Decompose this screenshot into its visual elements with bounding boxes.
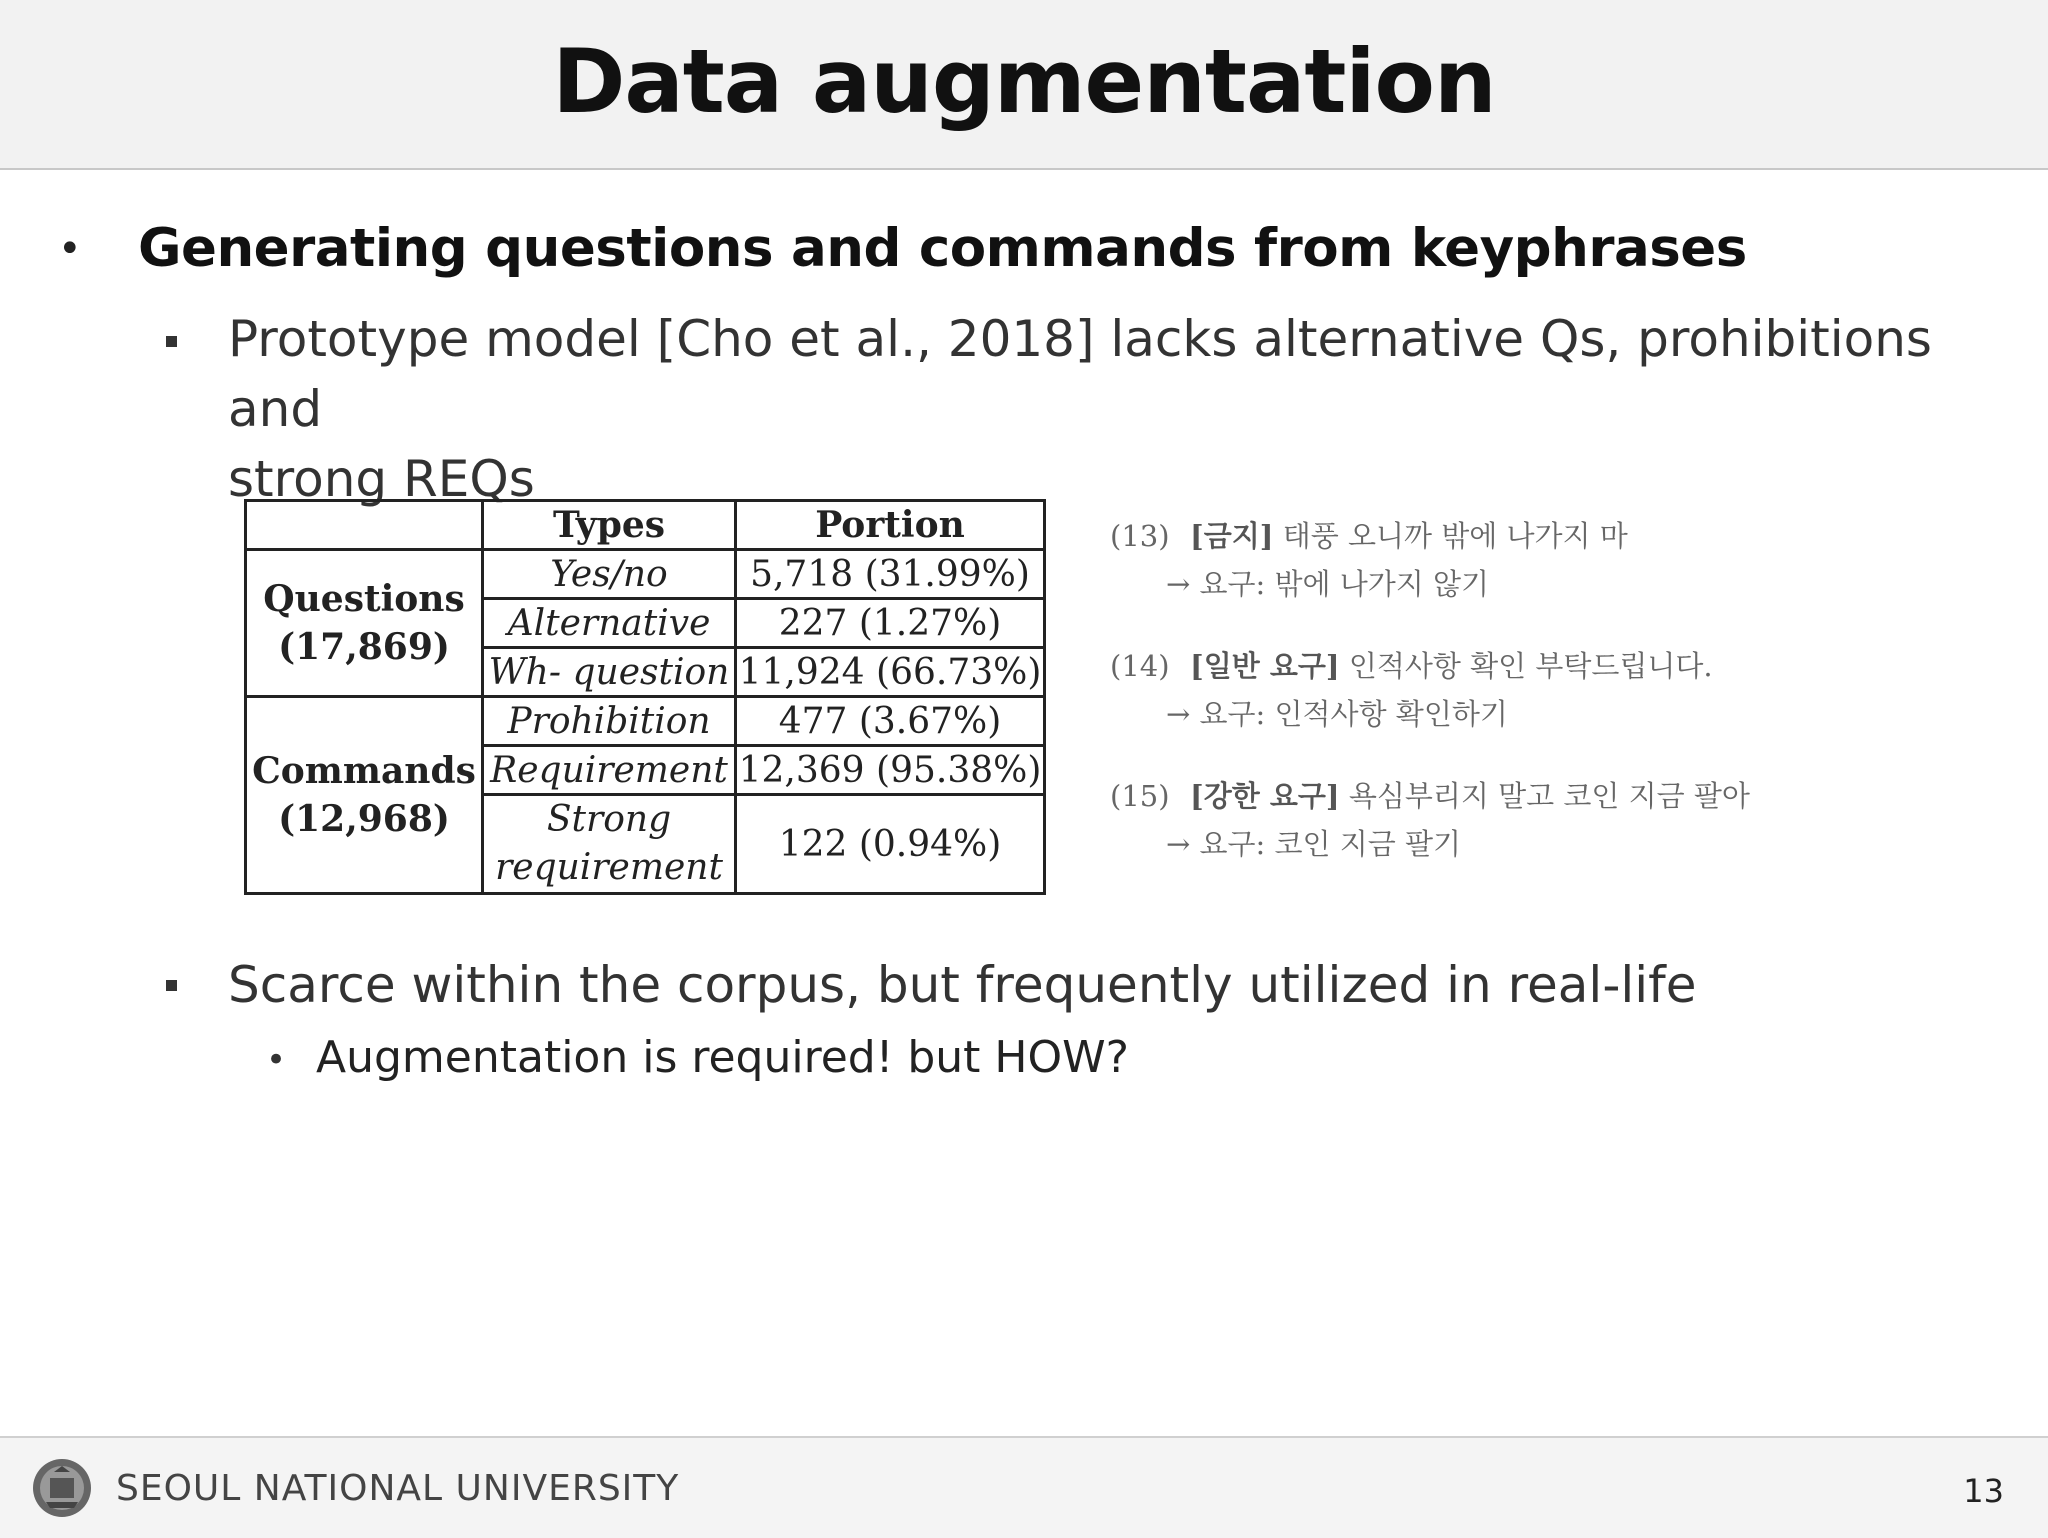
example-answer: → 요구: 코인 지금 팔기: [1166, 827, 1462, 861]
type-cell: [483, 795, 736, 894]
example-number: (14): [1110, 649, 1170, 683]
example-text: 태풍 오니까 밖에 나가지 마: [1282, 519, 1628, 553]
example-item: [1110, 772, 1750, 868]
portion-cell: 477 (3.67%): [736, 697, 1045, 746]
table-row: [246, 550, 1045, 599]
portion-cell: 11,924 (66.73%): [736, 648, 1045, 697]
main-bullet: Generating questions and commands from keyphrases: [138, 218, 1747, 279]
example-item: [1110, 512, 1750, 608]
questions-label: Questions: [263, 578, 465, 620]
table-row: [246, 697, 1045, 746]
table-header-row: [246, 501, 1045, 550]
type-cell: Requirement: [483, 746, 736, 795]
commands-label: Commands: [252, 750, 476, 792]
table-header-portion: Portion: [736, 501, 1045, 550]
example-answer: → 요구: 인적사항 확인하기: [1166, 697, 1508, 731]
university-emblem-icon: [30, 1456, 94, 1520]
sub-sub-bullet: Augmentation is required! but HOW?: [316, 1032, 1129, 1083]
example-number: (15): [1110, 779, 1170, 813]
example-answer: → 요구: 밖에 나가지 않기: [1166, 567, 1490, 601]
table-header-empty: [246, 501, 483, 550]
square-bullet-icon: [166, 980, 177, 991]
sub-bullet-scarce: Scarce within the corpus, but frequently utilized in real-life: [228, 956, 1697, 1014]
type-line2: requirement: [495, 847, 723, 888]
example-text: 욕심부리지 말고 코인 지금 팔아: [1348, 779, 1750, 813]
example-tag: [강한 요구]: [1190, 779, 1340, 813]
commands-count: (12,968): [278, 798, 450, 840]
example-number: (13): [1110, 519, 1170, 553]
portion-cell: 5,718 (31.99%): [736, 550, 1045, 599]
type-cell: Yes/no: [483, 550, 736, 599]
questions-count: (17,869): [278, 626, 450, 668]
page-number: 13: [1963, 1472, 2004, 1510]
sub-bullet-line2: strong REQs: [228, 450, 535, 508]
square-bullet-icon: [166, 336, 177, 347]
portion-cell: 227 (1.27%): [736, 599, 1045, 648]
type-line1: Strong: [546, 799, 672, 840]
example-text: 인적사항 확인 부탁드립니다.: [1348, 649, 1713, 683]
questions-group-cell: [246, 550, 483, 697]
sub-bullet-line1: Prototype model [Cho et al., 2018] lacks alternative Qs, prohibitions and: [228, 310, 1932, 438]
types-portion-table: [244, 499, 1046, 895]
example-item: [1110, 642, 1750, 738]
portion-cell: 12,369 (95.38%): [736, 746, 1045, 795]
slide-title: Data augmentation: [552, 30, 1496, 133]
bullet-dot: •: [58, 226, 82, 272]
commands-group-cell: [246, 697, 483, 894]
example-tag: [금지]: [1190, 519, 1274, 553]
example-tag: [일반 요구]: [1190, 649, 1340, 683]
type-cell: Prohibition: [483, 697, 736, 746]
bullet-dot: •: [266, 1040, 287, 1080]
slide-header: [0, 0, 2048, 170]
portion-cell: 122 (0.94%): [736, 795, 1045, 894]
korean-examples: [1110, 512, 1750, 902]
table-header-types: Types: [483, 501, 736, 550]
slide-footer: [0, 1436, 2048, 1538]
sub-bullet-prototype: [228, 304, 1948, 514]
type-cell: Wh- question: [483, 648, 736, 697]
university-name: SEOUL NATIONAL UNIVERSITY: [116, 1468, 680, 1509]
type-cell: Alternative: [483, 599, 736, 648]
